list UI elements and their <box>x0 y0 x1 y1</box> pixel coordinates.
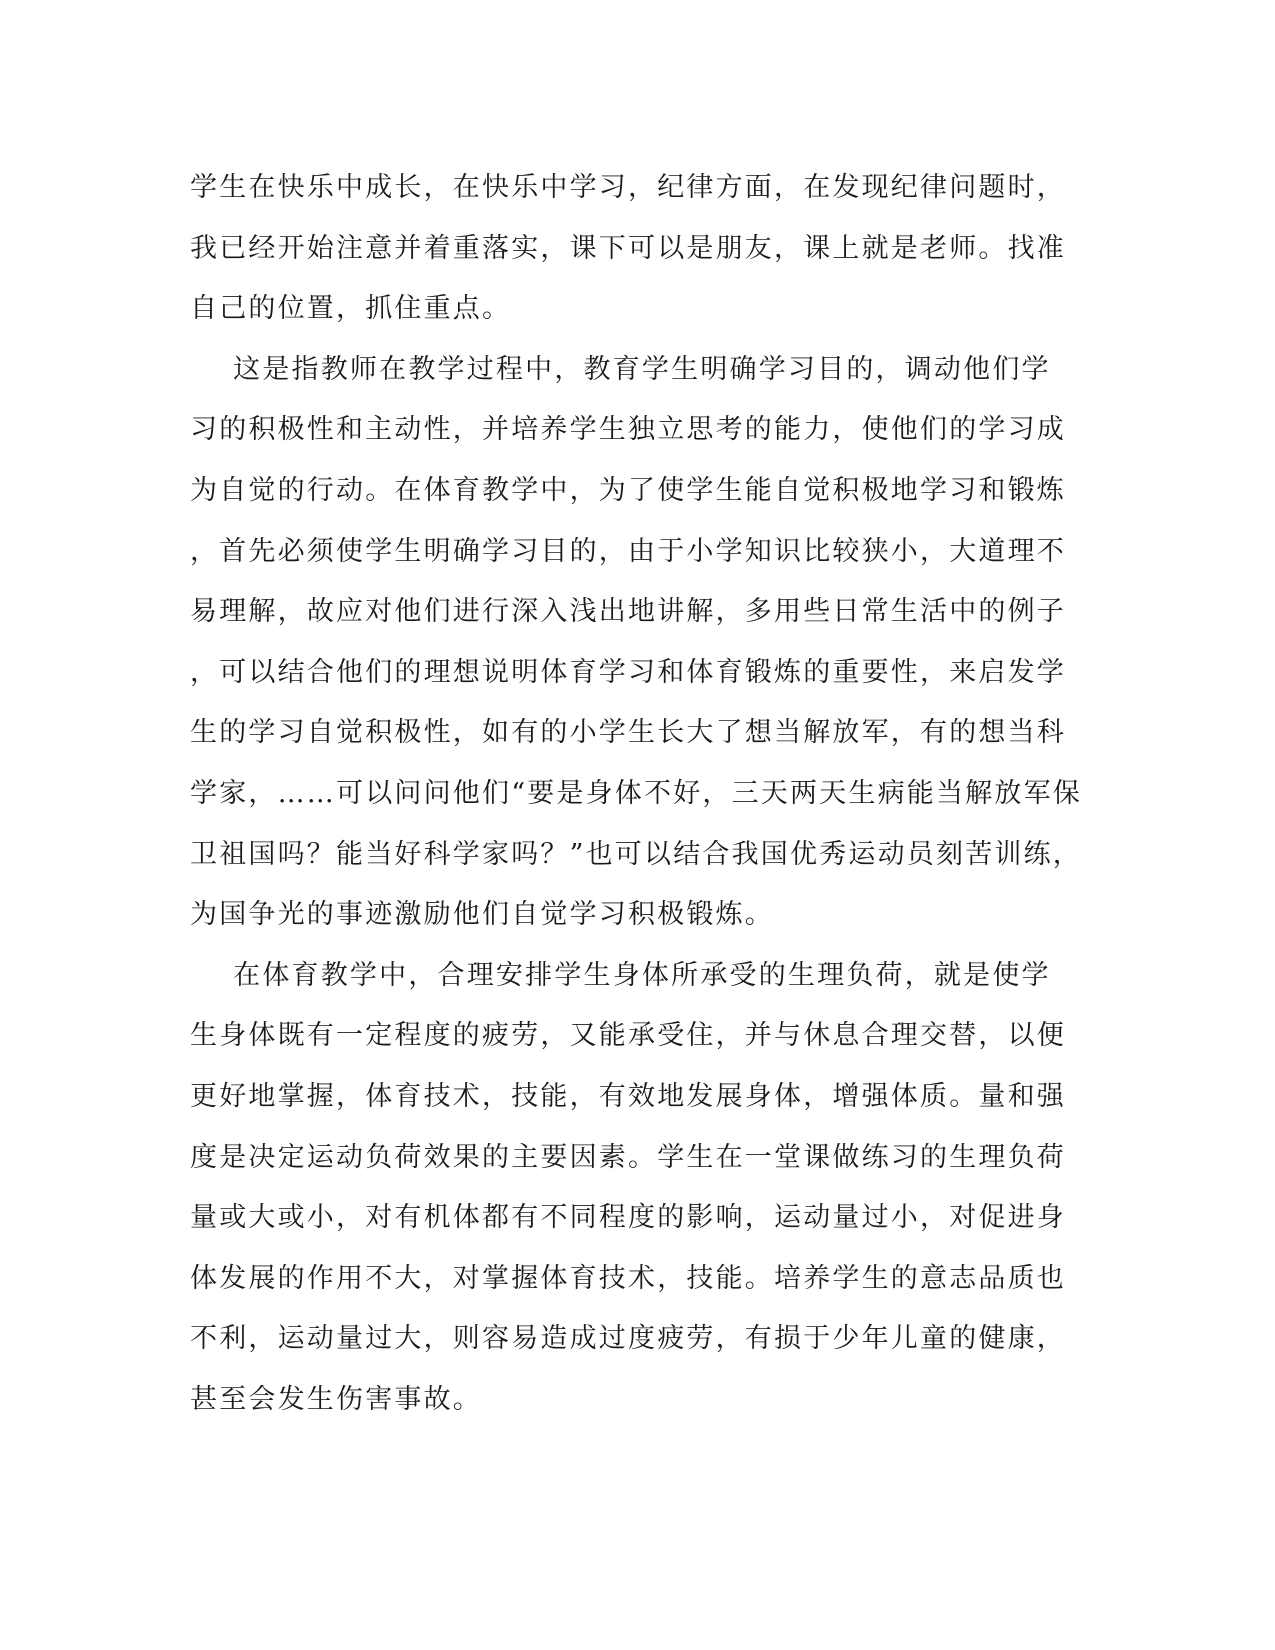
paragraph-1 <box>190 158 1070 340</box>
text-line: 度是决定运动负荷效果的主要因素。学生在一堂课做练习的生理负荷 <box>190 1141 1066 1173</box>
text-line: 自己的位置，抓住重点。 <box>190 293 512 325</box>
text-line: 生身体既有一定程度的疲劳，又能承受住，并与休息合理交替，以便 <box>190 1020 1066 1052</box>
text-line: 生的学习自觉积极性，如有的小学生长大了想当解放军，有的想当科 <box>190 717 1066 749</box>
text-line: 不利，运动量过大，则容易造成过度疲劳，有损于少年儿童的健康， <box>190 1323 1066 1355</box>
text-line: 体发展的作用不大，对掌握体育技术，技能。培养学生的意志品质也 <box>190 1262 1066 1294</box>
text-line: 为自觉的行动。在体育教学中，为了使学生能自觉积极地学习和锻炼 <box>190 474 1066 506</box>
body-text <box>190 158 1083 1430</box>
text-line: 甚至会发生伤害事故。 <box>190 1383 482 1415</box>
text-line: 量或大或小，对有机体都有不同程度的影响，运动量过小，对促进身 <box>190 1202 1066 1234</box>
text-line: 习的积极性和主动性，并培养学生独立思考的能力，使他们的学习成 <box>190 414 1066 446</box>
paragraph-3 <box>190 946 1070 1431</box>
text-line: 为国争光的事迹激励他们自觉学习积极锻炼。 <box>190 899 774 931</box>
text-line: 学生在快乐中成长，在快乐中学习，纪律方面，在发现纪律问题时， <box>190 172 1066 203</box>
text-line: 卫祖国吗？能当好科学家吗？”也可以结合我国优秀运动员刻苦训练， <box>190 838 1083 870</box>
text-line: 学家，……可以问问他们“要是身体不好，三天两天生病能当解放军保 <box>190 777 1083 809</box>
text-line: 易理解，故应对他们进行深入浅出地讲解，多用些日常生活中的例子 <box>190 596 1066 628</box>
text-line: 在体育教学中，合理安排学生身体所承受的生理负荷，就是使学 <box>190 959 1051 991</box>
text-line: 更好地掌握，体育技术，技能，有效地发展身体，增强体质。量和强 <box>190 1080 1066 1112</box>
text-line: 我已经开始注意并着重落实，课下可以是朋友，课上就是老师。找准 <box>190 232 1066 264</box>
paragraph-2 <box>190 340 1083 946</box>
text-line: 这是指教师在教学过程中，教育学生明确学习目的，调动他们学 <box>190 353 1051 385</box>
text-line: ，首先必须使学生明确学习目的，由于小学知识比较狭小，大道理不 <box>190 535 1066 567</box>
text-line: ，可以结合他们的理想说明体育学习和体育锻炼的重要性，来启发学 <box>190 656 1066 688</box>
